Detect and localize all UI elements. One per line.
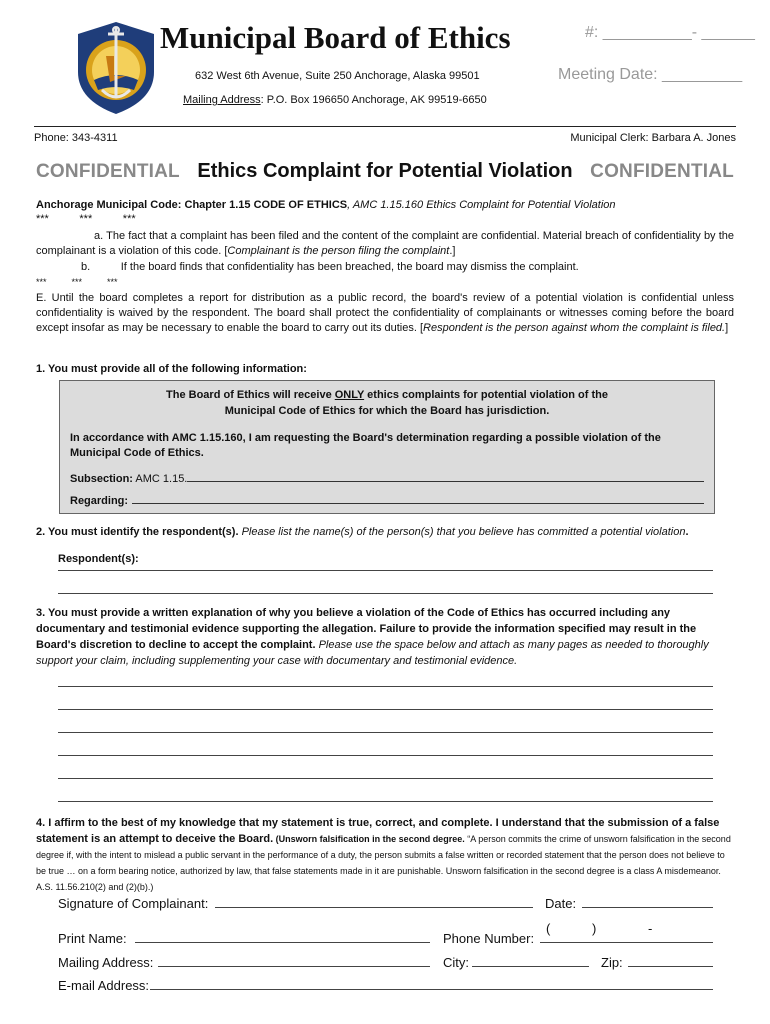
municipal-seal-icon bbox=[74, 20, 158, 116]
case-number-field[interactable]: #: __________- ______ bbox=[585, 24, 755, 41]
complaint-title-row bbox=[36, 160, 734, 183]
section-3-instruction: Please use the space below and attach as many pages as needed to thoroughly support your claim, including supplementing your case with documentary and testimonial evidence. bbox=[36, 639, 709, 667]
phone-field[interactable] bbox=[540, 942, 713, 943]
area-code-open: ( bbox=[546, 921, 551, 936]
information-box bbox=[59, 380, 715, 514]
board-title: Municipal Board of Ethics bbox=[160, 20, 511, 55]
city-field[interactable] bbox=[472, 966, 589, 967]
municipal-clerk: Municipal Clerk: Barbara A. Jones bbox=[570, 132, 736, 144]
statute-label: (Unsworn falsification in the second degree. bbox=[273, 834, 465, 844]
paragraph-e-text: E. Until the board completes a report for distribution as a public record, the board's review of a potential violation is confidential unless confidentiality is waived by the respondent. The board shall protect the confidentiality of complainants or witnesses coming before the board except insofar as may be necessary to enable the board to carry out its duties. [ bbox=[36, 292, 734, 334]
statute-text: “A person commits the crime of unsworn falsification in the second degree if, with the intent to mislead a public servant in the performance of a duty, the person submits a false written or recorded statement that the person does not believe to be true … on a form bearing notice, authorized by law, that false statements made in it are punishable. Unsworn falsification in the second degree is a class A misdemeanor. A.S. 11.56.210(2) and (2)(b).) bbox=[36, 834, 731, 892]
mailing-address-label: Mailing Address bbox=[183, 94, 261, 106]
email-label: E-mail Address: bbox=[58, 978, 150, 993]
explanation-line[interactable] bbox=[58, 709, 713, 710]
phone-dash: - bbox=[648, 921, 653, 936]
separator-stars: *** *** *** bbox=[36, 277, 118, 287]
section-1-heading: 1. You must provide all of the following information: bbox=[36, 363, 307, 375]
paragraph-b: b. If the board finds that confidentiality has been breached, the board may dismiss the complaint. bbox=[81, 261, 579, 273]
explanation-line[interactable] bbox=[58, 755, 713, 756]
print-name-field[interactable] bbox=[135, 942, 430, 943]
regarding-row bbox=[70, 493, 704, 509]
area-code-close: ) bbox=[592, 921, 597, 936]
separator-stars: *** *** *** bbox=[36, 213, 136, 225]
date-field[interactable] bbox=[582, 907, 713, 908]
respondent-line[interactable] bbox=[58, 570, 713, 571]
meeting-date-field[interactable]: Meeting Date: _________ bbox=[558, 66, 743, 83]
phone-label: Phone Number: bbox=[443, 931, 535, 946]
explanation-line[interactable] bbox=[58, 686, 713, 687]
section-4-heading-text: 4. I affirm to the best of my knowledge that my statement is true, correct, and complete. I understand that the submission of a false statement is an attempt to deceive the Board. bbox=[36, 817, 720, 845]
jurisdiction-notice-line2: Municipal Code of Ethics for which the Board has jurisdiction. bbox=[224, 405, 550, 417]
section-4-heading bbox=[36, 815, 736, 895]
zip-field[interactable] bbox=[628, 966, 713, 967]
mailing-address-field[interactable] bbox=[158, 966, 430, 967]
explanation-line[interactable] bbox=[58, 732, 713, 733]
city-label: City: bbox=[443, 955, 469, 970]
paragraph-a-end: .] bbox=[449, 245, 456, 257]
street-address: 632 West 6th Avenue, Suite 250 Anchorage, Alaska 99501 bbox=[195, 70, 480, 82]
respondents-label: Respondent(s): bbox=[58, 553, 139, 565]
section-3-heading-text: 3. You must provide a written explanation of why you believe a violation of the Code of Ethics has occurred including any documentary and testimonial evidence supporting the allegation. Failure to provide the information specified may result in the Board's discretion to decline to accept the complaint. bbox=[36, 607, 697, 651]
determination-request: In accordance with AMC 1.15.160, I am requesting the Board's determination regarding a possible violation of the Municipal Code of Ethics. bbox=[70, 432, 661, 459]
subsection-input[interactable] bbox=[187, 471, 704, 482]
mailing-address-value: : P.O. Box 196650 Anchorage, AK 99519-6650 bbox=[260, 94, 487, 106]
paragraph-e bbox=[36, 291, 734, 336]
subsection-label: Subsection: bbox=[70, 473, 133, 485]
confidential-label-left: CONFIDENTIAL bbox=[36, 161, 180, 182]
subsection-row bbox=[70, 471, 704, 487]
section-2-heading-text: 2. You must identify the respondent(s). bbox=[36, 526, 239, 538]
paragraph-a-text: a. The fact that a complaint has been filed and the content of the complaint are confidential. Material breach of confidentiality by the complainant is a violation of this code. [ bbox=[36, 230, 734, 257]
complaint-title: Ethics Complaint for Potential Violation bbox=[197, 160, 573, 182]
paragraph-a bbox=[36, 229, 734, 259]
regarding-input[interactable] bbox=[132, 493, 704, 504]
confidential-label-right: CONFIDENTIAL bbox=[590, 161, 734, 182]
section-2-period: . bbox=[685, 526, 689, 538]
header-divider bbox=[34, 126, 736, 127]
section-2-instruction: Please list the name(s) of the person(s) that you believe has committed a potential violation bbox=[238, 526, 686, 538]
section-3-heading bbox=[36, 605, 736, 669]
date-label: Date: bbox=[545, 896, 577, 911]
jurisdiction-notice-post: ethics complaints for potential violation of the bbox=[364, 389, 608, 401]
section-2-heading bbox=[36, 524, 736, 540]
zip-label: Zip: bbox=[601, 955, 623, 970]
code-reference-italic: , AMC 1.15.160 Ethics Complaint for Potential Violation bbox=[347, 199, 616, 211]
explanation-line[interactable] bbox=[58, 801, 713, 802]
respondent-line[interactable] bbox=[58, 593, 713, 594]
paragraph-a-italic: Complainant is the person filing the complaint bbox=[227, 245, 450, 257]
paragraph-e-italic: Respondent is the person against whom the complaint is filed. bbox=[423, 322, 726, 334]
email-field[interactable] bbox=[150, 989, 713, 990]
code-reference-bold: Anchorage Municipal Code: Chapter 1.15 CODE OF ETHICS bbox=[36, 199, 348, 211]
mailing-address bbox=[183, 94, 487, 106]
code-reference bbox=[36, 198, 734, 213]
signature-label: Signature of Complainant: bbox=[58, 896, 209, 911]
paragraph-e-end: ] bbox=[725, 322, 729, 334]
mailing-address-label: Mailing Address: bbox=[58, 955, 154, 970]
subsection-prefix: AMC 1.15. bbox=[132, 473, 188, 485]
explanation-line[interactable] bbox=[58, 778, 713, 779]
jurisdiction-notice-pre: The Board of Ethics will receive bbox=[166, 389, 335, 401]
regarding-label: Regarding: bbox=[70, 495, 129, 507]
signature-field[interactable] bbox=[215, 907, 533, 908]
jurisdiction-notice bbox=[60, 387, 714, 403]
print-name-label: Print Name: bbox=[58, 931, 127, 946]
office-phone: Phone: 343-4311 bbox=[34, 132, 118, 144]
jurisdiction-notice-only: ONLY bbox=[334, 389, 365, 401]
